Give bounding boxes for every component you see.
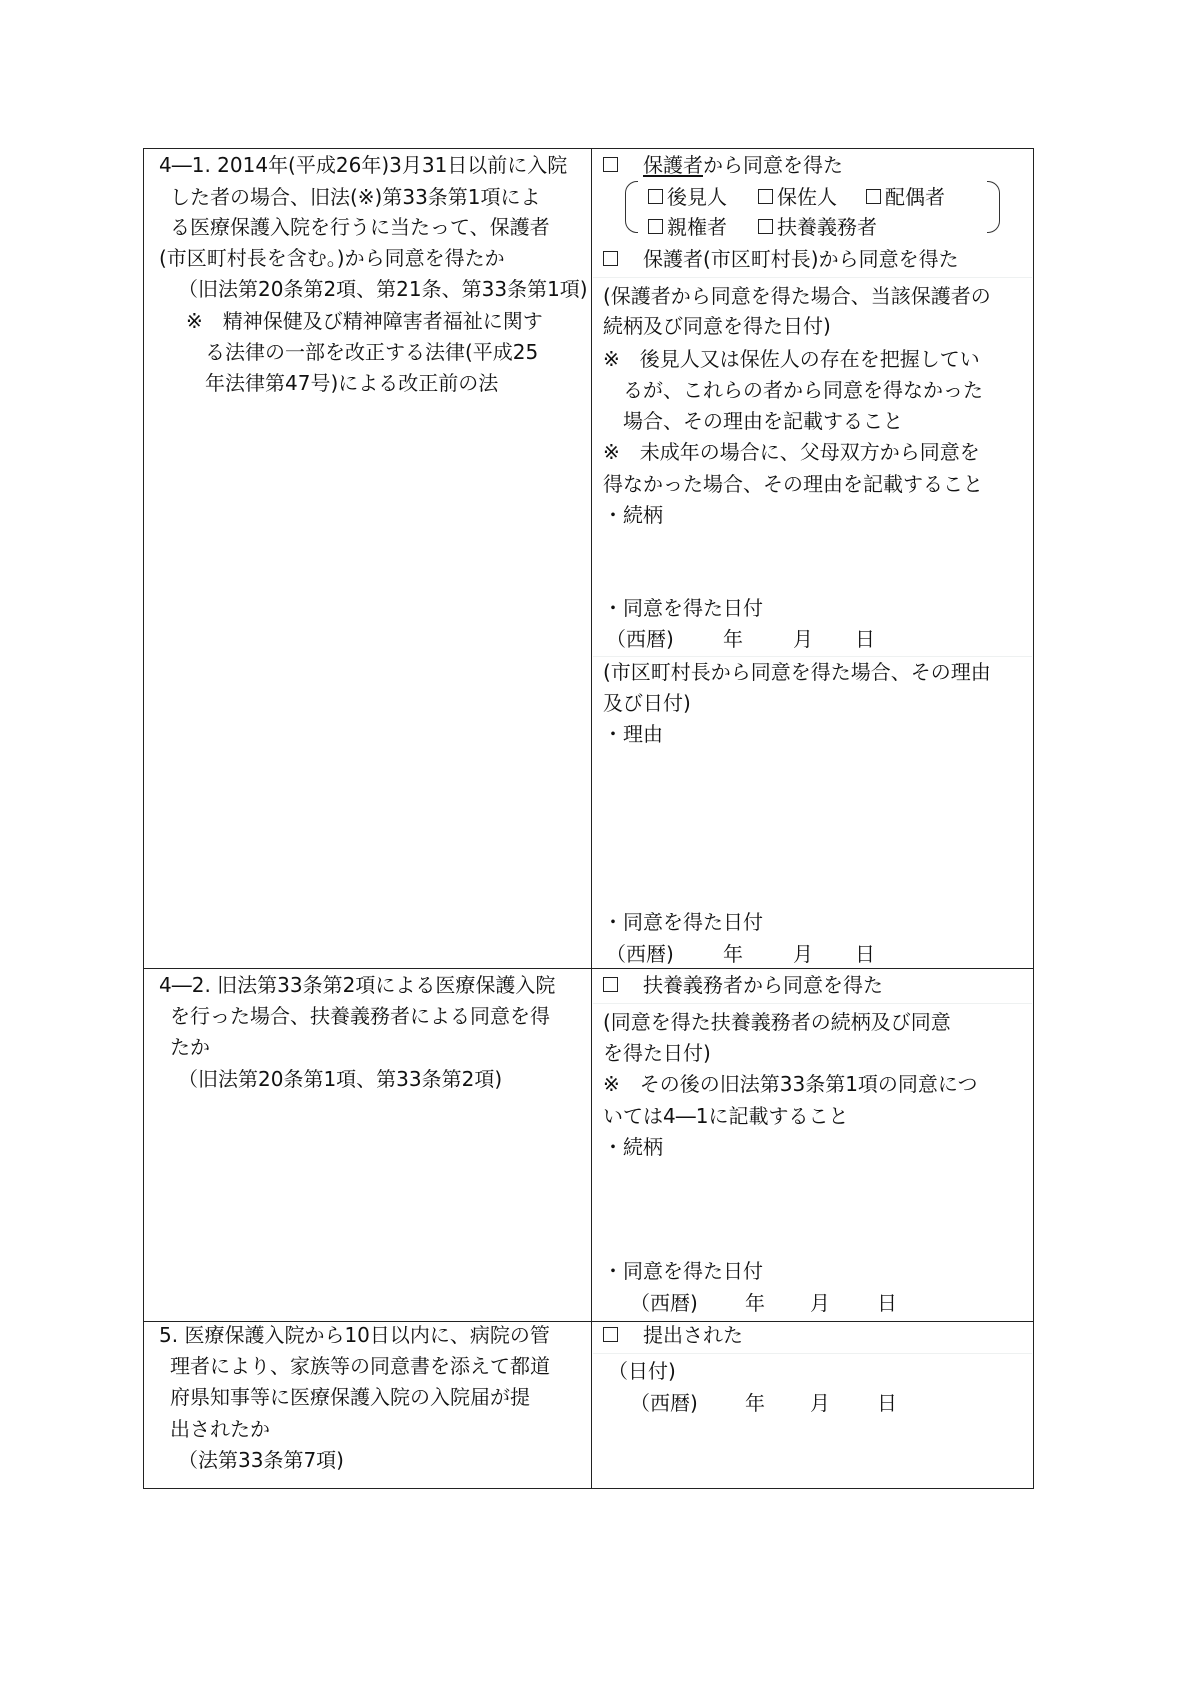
table-border-right (1033, 148, 1034, 1488)
answer-4-1-line: るが、これらの者から同意を得なかった (623, 378, 983, 402)
date-era-label: （西暦) (606, 942, 674, 966)
checkbox-relation-option[interactable] (648, 189, 663, 204)
question-5-line: 出されたか (170, 1417, 270, 1441)
checkbox-consent-guardian[interactable] (603, 157, 618, 172)
date-heading: （日付) (608, 1359, 676, 1383)
question-4-1-line: 年法律第47号)による改正前の法 (205, 371, 499, 395)
checkbox-submitted[interactable] (603, 1327, 618, 1342)
answer-4-1-line: ・同意を得た日付 (603, 596, 763, 620)
question-4-2-line: たか (170, 1035, 210, 1059)
answer-4-1-line: 続柄及び同意を得た日付) (603, 314, 831, 338)
date-month-field: 月 (793, 942, 813, 966)
faint-separator (593, 277, 1032, 278)
table-border-top (143, 148, 1034, 149)
answer-4-2-line: ・続柄 (603, 1135, 663, 1159)
answer-4-1-line: ※ 後見人又は保佐人の存在を把握してい (603, 347, 980, 371)
table-border-left (143, 148, 144, 1488)
date-month-field: 月 (810, 1291, 830, 1315)
consent-support-obligor-label: 扶養義務者から同意を得た (643, 973, 883, 997)
question-5-line: 理者により、家族等の同意書を添えて都道 (170, 1354, 550, 1378)
table-border-bottom (143, 1488, 1034, 1489)
relation-option-label: 扶養義務者 (777, 215, 877, 239)
checkbox-relation-option[interactable] (866, 189, 881, 204)
right-bracket (987, 181, 1000, 233)
relation-option-label: 保佐人 (777, 185, 837, 209)
question-4-2-line: （旧法第20条第1項、第33条第2項) (178, 1067, 503, 1091)
answer-4-2-line: いては4―1に記載すること (603, 1104, 849, 1128)
date-era-label: （西暦) (606, 627, 674, 651)
question-4-1-line: (市区町村長を含む。)から同意を得たか (159, 246, 505, 270)
date-year-field: 年 (723, 942, 743, 966)
faint-separator (593, 1003, 1032, 1004)
question-4-1-line: ※ 精神保健及び精神障害者福祉に関す (186, 309, 543, 333)
checkbox-relation-option[interactable] (758, 189, 773, 204)
answer-4-2-line: ・同意を得た日付 (603, 1259, 763, 1283)
left-bracket (625, 181, 638, 233)
date-year-field: 年 (723, 627, 743, 651)
faint-separator (593, 656, 1032, 657)
checkbox-consent-mayor[interactable] (603, 251, 618, 266)
guardian-underlined-label: 保護者 (643, 153, 703, 177)
question-5-line: 5. 医療保護入院から10日以内に、病院の管 (159, 1323, 550, 1347)
answer-4-1-line: ・理由 (603, 722, 663, 746)
question-4-2-line: を行った場合、扶養義務者による同意を得 (170, 1004, 550, 1028)
question-4-1-line: 4―1. 2014年(平成26年)3月31日以前に入院 (159, 153, 568, 177)
submitted-label: 提出された (643, 1323, 743, 1347)
checkbox-relation-option[interactable] (648, 219, 663, 234)
date-month-field: 月 (793, 627, 813, 651)
relation-option-label: 後見人 (667, 185, 727, 209)
question-5-line: 府県知事等に医療保護入院の入院届が提 (170, 1385, 530, 1409)
answer-4-1-line: 場合、その理由を記載すること (623, 409, 903, 433)
answer-4-2-line: ※ その後の旧法第33条第1項の同意につ (603, 1072, 978, 1096)
question-4-1-line: した者の場合、旧法(※)第33条第1項によ (170, 185, 541, 209)
question-5-line: （法第33条第7項) (178, 1448, 344, 1472)
date-era-label: （西暦) (630, 1291, 698, 1315)
date-year-field: 年 (745, 1391, 765, 1415)
faint-separator (593, 1353, 1032, 1354)
answer-4-1-line: 得なかった場合、その理由を記載すること (603, 472, 983, 496)
row-divider (143, 1321, 1034, 1322)
relation-option-label: 配偶者 (885, 185, 945, 209)
relation-option-label: 親権者 (667, 215, 727, 239)
date-day-field: 日 (877, 1291, 897, 1315)
answer-4-2-line: (同意を得た扶養義務者の続柄及び同意 (603, 1010, 951, 1034)
answer-4-1-line: ・同意を得た日付 (603, 910, 763, 934)
answer-4-1-line: 及び日付) (603, 691, 691, 715)
question-4-1-line: る法律の一部を改正する法律(平成25 (205, 340, 539, 364)
question-4-1-line: る医療保護入院を行うに当たって、保護者 (170, 215, 550, 239)
answer-4-1-line: ※ 未成年の場合に、父母双方から同意を (603, 440, 980, 464)
answer-4-2-line: を得た日付) (603, 1041, 711, 1065)
checkbox-relation-option[interactable] (758, 219, 773, 234)
date-day-field: 日 (855, 942, 875, 966)
date-era-label: （西暦) (630, 1391, 698, 1415)
consent-guardian-label: から同意を得た (703, 153, 843, 177)
date-month-field: 月 (810, 1391, 830, 1415)
question-4-1-line: （旧法第20条第2項、第21条、第33条第1項) (178, 277, 588, 301)
date-day-field: 日 (877, 1391, 897, 1415)
answer-4-1-line: (保護者から同意を得た場合、当該保護者の (603, 284, 991, 308)
question-4-2-line: 4―2. 旧法第33条第2項による医療保護入院 (159, 973, 556, 997)
date-year-field: 年 (745, 1291, 765, 1315)
checkbox-consent-support-obligor[interactable] (603, 977, 618, 992)
consent-mayor-label: 保護者(市区町村長)から同意を得た (643, 247, 959, 271)
answer-4-1-line: (市区町村長から同意を得た場合、その理由 (603, 660, 991, 684)
column-divider (591, 148, 592, 1488)
date-day-field: 日 (855, 627, 875, 651)
row-divider (143, 968, 1034, 969)
answer-4-1-line: ・続柄 (603, 503, 663, 527)
